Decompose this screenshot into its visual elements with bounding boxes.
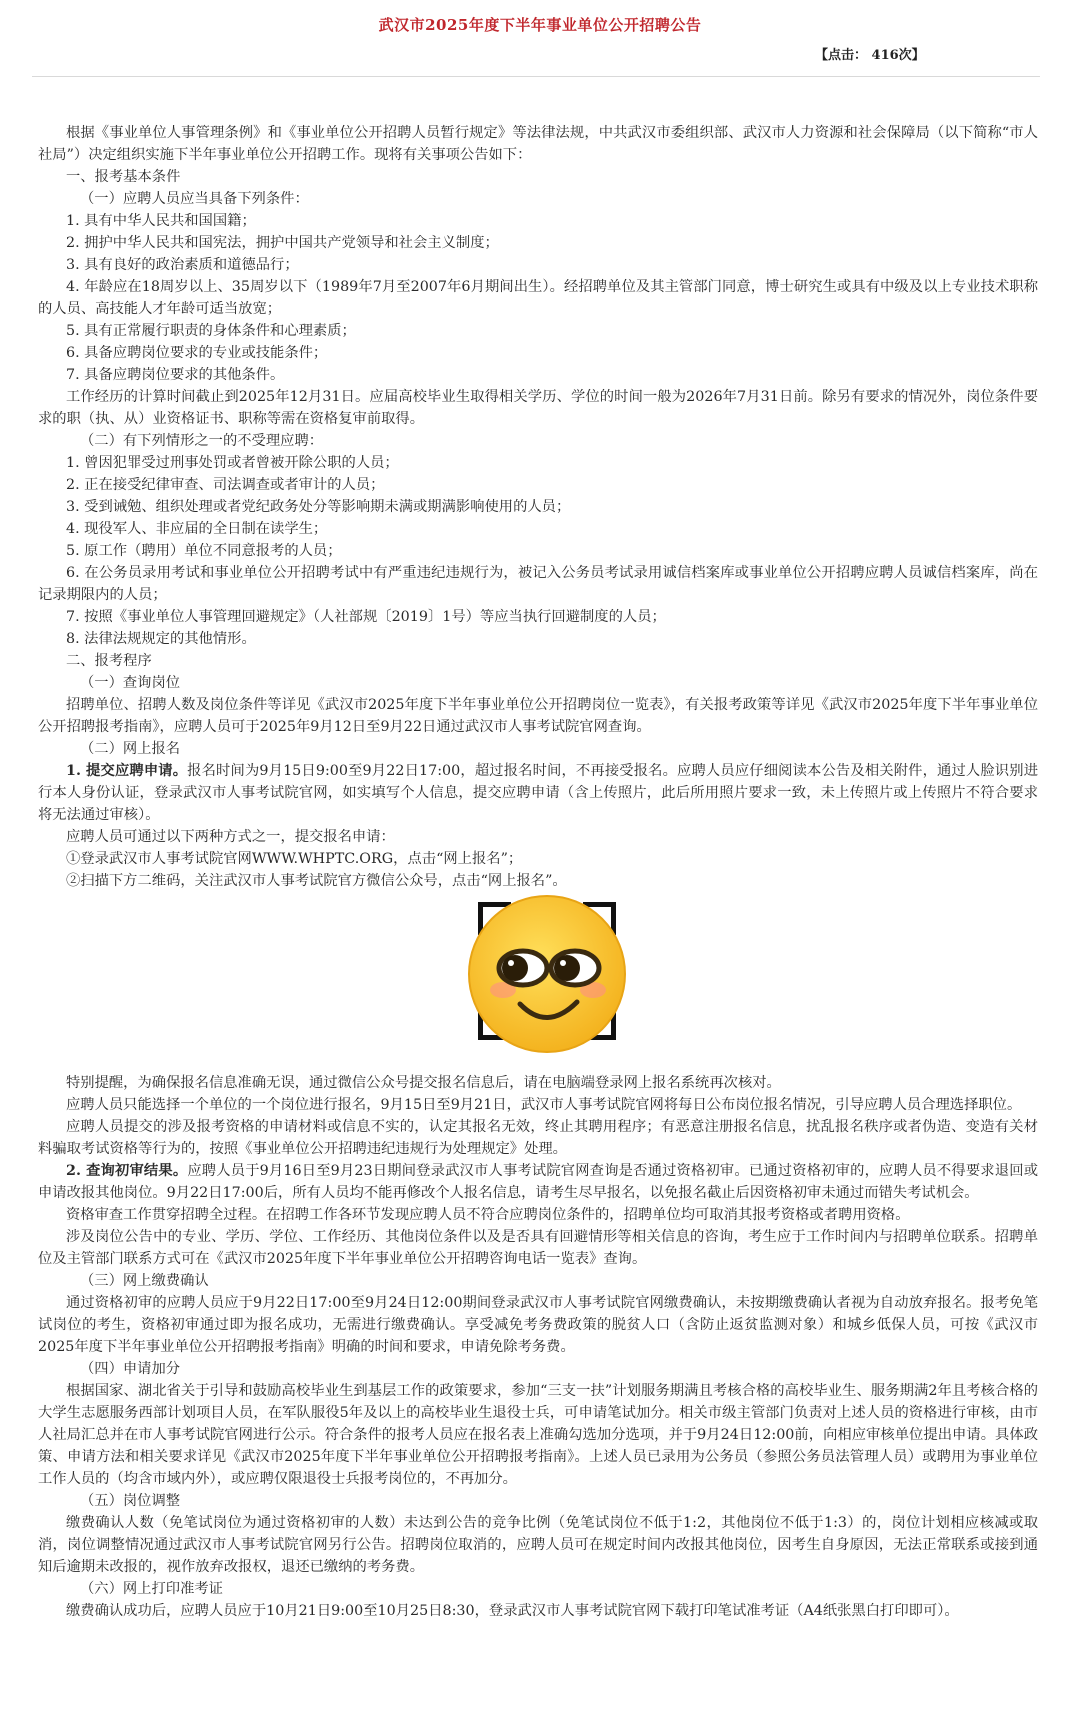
paragraph-text: 1. 曾因犯罪受过刑事处罚或者曾被开除公职的人员； xyxy=(66,455,399,471)
paragraph xyxy=(38,650,1038,672)
paragraph-text: 通过资格初审的应聘人员应于9月22日17:00至9月24日12:00期间登录武汉市人事考试院官网缴费确认，未按期缴费确认者视为自动放弃报名。报考免笔试岗位的考生，资格初审通过即为报名成功，无需进行缴费确认。享受减免考务费政策的脱贫人口（含防止返贫监测对象）和城乡低保人员，可按《武汉市2025年度下半年事业单位公开招聘报考指南》明确的时间和要求，申请免除考务费。 xyxy=(38,1295,1038,1355)
paragraph xyxy=(38,1512,1038,1578)
paragraph xyxy=(38,540,1038,562)
paragraph xyxy=(38,1116,1038,1160)
paragraph xyxy=(38,562,1038,606)
paragraph-text: （一）查询岗位 xyxy=(80,675,181,691)
paragraph xyxy=(38,1380,1038,1490)
paragraph xyxy=(38,1358,1038,1380)
paragraph xyxy=(38,430,1038,452)
paragraph xyxy=(38,188,1038,210)
announcement-body xyxy=(38,122,1038,1622)
body-section-bottom xyxy=(38,1072,1038,1622)
paragraph-text: （五）岗位调整 xyxy=(80,1493,181,1509)
paragraph xyxy=(38,122,1038,166)
paragraph xyxy=(38,210,1038,232)
paragraph xyxy=(38,1226,1038,1270)
paragraph xyxy=(38,672,1038,694)
paragraph xyxy=(38,760,1038,826)
paragraph xyxy=(38,1094,1038,1116)
paragraph xyxy=(38,848,1038,870)
paragraph xyxy=(38,826,1038,848)
paragraph xyxy=(38,1204,1038,1226)
paragraph xyxy=(38,166,1038,188)
paragraph-text: 8. 法律法规规定的其他情形。 xyxy=(66,631,256,647)
paragraph-text: 5. 具有正常履行职责的身体条件和心理素质； xyxy=(66,323,356,339)
paragraph xyxy=(38,694,1038,738)
body-section-top xyxy=(38,122,1038,892)
paragraph xyxy=(38,628,1038,650)
paragraph-text: ①登录武汉市人事考试院官网WWW.WHPTC.ORG，点击“网上报名”； xyxy=(66,851,523,867)
smirk-face-emoji-sticker xyxy=(465,892,630,1057)
paragraph-text: （二）有下列情形之一的不受理应聘： xyxy=(80,433,324,449)
paragraph xyxy=(38,1490,1038,1512)
paragraph-text: （四）申请加分 xyxy=(80,1361,181,1377)
paragraph-text: 5. 原工作（聘用）单位不同意报考的人员； xyxy=(66,543,342,559)
paragraph-text: 根据《事业单位人事管理条例》和《事业单位公开招聘人员暂行规定》等法律法规，中共武汉市委组织部、武汉市人力资源和社会保障局（以下简称“市人社局”）决定组织实施下半年事业单位公开招聘工作。现将有关事项公告如下： xyxy=(38,125,1038,163)
header-divider xyxy=(32,76,1040,77)
paragraph xyxy=(38,342,1038,364)
paragraph-text: 资格审查工作贯穿招聘全过程。在招聘工作各环节发现应聘人员不符合应聘岗位条件的，招聘单位均可取消其报考资格或者聘用资格。 xyxy=(66,1207,910,1223)
paragraph xyxy=(38,320,1038,342)
paragraph-text: 3. 具有良好的政治素质和道德品行； xyxy=(66,257,299,273)
paragraph-text: 根据国家、湖北省关于引导和鼓励高校毕业生到基层工作的政策要求，参加“三支一扶”计划服务期满且考核合格的高校毕业生、服务期满2年且考核合格的大学生志愿服务西部计划项目人员，在军队服役5年及以上的高校毕业生退役士兵，可申请笔试加分。相关市级主管部门负责对上述人员的资格进行审核，由市人社局汇总并在市人事考试院官网进行公示。符合条件的报考人员应在报名表上准确勾选加分选项，并于9月24日12:00前，向相应审核单位提出申请。具体政策、申请方法和相关要求详见《武汉市2025年度下半年事业单位公开招聘报考指南》。上述人员已录用为公务员（参照公务员法管理人员）或聘用为事业单位工作人员的（均含市域内外），或应聘仅限退役士兵报考岗位的，不再加分。 xyxy=(38,1383,1038,1487)
paragraph-text: 二、报考程序 xyxy=(66,653,152,669)
paragraph-text: （二）网上报名 xyxy=(80,741,181,757)
paragraph-text: （三）网上缴费确认 xyxy=(80,1273,209,1289)
paragraph-bold-lead: 1. 提交应聘申请。 xyxy=(66,763,188,779)
paragraph xyxy=(38,386,1038,430)
paragraph xyxy=(38,606,1038,628)
paragraph-text: 一、报考基本条件 xyxy=(66,169,181,185)
paragraph-text: 应聘人员只能选择一个单位的一个岗位进行报名，9月15日至9月21日，武汉市人事考试院官网将每日公布岗位报名情况，引导应聘人员合理选择职位。 xyxy=(66,1097,1022,1113)
paragraph xyxy=(38,254,1038,276)
paragraph-text: 应聘人员提交的涉及报考资格的申请材料或信息不实的，认定其报名无效，终止其聘用程序；有恶意注册报名信息，扰乱报名秩序或者伪造、变造有关材料骗取考试资格等行为的，按照《事业单位公开招聘违纪违规行为处理规定》处理。 xyxy=(38,1119,1038,1157)
paragraph-text: 特别提醒，为确保报名信息准确无误，通过微信公众号提交报名信息后，请在电脑端登录网上报名系统再次核对。 xyxy=(66,1075,781,1091)
paragraph-text: 报名时间为9月15日9:00至9月22日17:00，超过报名时间，不再接受报名。应聘人员应仔细阅读本公告及相关附件，通过人脸识别进行本人身份认证，登录武汉市人事考试院官网，如实填写个人信息，提交应聘申请（含上传照片，此后所用照片要求一致，未上传照片或上传照片不符合要求将无法通过审核）。 xyxy=(38,763,1038,823)
paragraph-text: 3. 受到诫勉、组织处理或者党纪政务处分等影响期未满或期满影响使用的人员； xyxy=(66,499,571,515)
paragraph xyxy=(38,1292,1038,1358)
paragraph-text: （一）应聘人员应当具备下列条件： xyxy=(80,191,309,207)
paragraph-bold-lead: 2. 查询初审结果。 xyxy=(66,1163,188,1179)
paragraph xyxy=(38,738,1038,760)
paragraph-text: 应聘人员于9月16日至9月23日期间登录武汉市人事考试院官网查询是否通过资格初审。已通过资格初审的，应聘人员不得要求退回或申请改报其他岗位。9月22日17:00后，所有人员均不能再修改个人报名信息，请考生尽早报名，以免报名截止后因资格初审未通过而错失考试机会。 xyxy=(38,1163,1038,1201)
paragraph-text: ②扫描下方二维码，关注武汉市人事考试院官方微信公众号，点击“网上报名”。 xyxy=(66,873,567,889)
paragraph xyxy=(38,452,1038,474)
paragraph xyxy=(38,232,1038,254)
announcement-title: 武汉市2025年度下半年事业单位公开招聘公告 xyxy=(378,16,702,34)
paragraph-text: 7. 按照《事业单位人事管理回避规定》（人社部规〔2019〕1号）等应当执行回避制度的人员； xyxy=(66,609,666,625)
paragraph-text: 涉及岗位公告中的专业、学历、学位、工作经历、其他岗位条件以及是否具有回避情形等相关信息的咨询，考生应于工作时间内与招聘单位联系。招聘单位及主管部门联系方式可在《武汉市2025年度下半年事业单位公开招聘咨询电话一览表》查询。 xyxy=(38,1229,1038,1267)
paragraph-text: 7. 具备应聘岗位要求的其他条件。 xyxy=(66,367,285,383)
paragraph-text: 6. 在公务员录用考试和事业单位公开招聘考试中有严重违纪违规行为，被记入公务员考试录用诚信档案库或事业单位公开招聘应聘人员诚信档案库，尚在记录期限内的人员； xyxy=(38,565,1038,603)
paragraph-text: 工作经历的计算时间截止到2025年12月31日。应届高校毕业生取得相关学历、学位的时间一般为2026年7月31日前。除另有要求的情况外，岗位条件要求的职（执、从）业资格证书、职称等需在资格复审前取得。 xyxy=(38,389,1038,427)
click-count: 【点击： 416次】 xyxy=(815,48,925,63)
paragraph-text: 缴费确认人数（免笔试岗位为通过资格初审的人数）未达到公告的竞争比例（免笔试岗位不低于1:2，其他岗位不低于1:3）的，岗位计划相应核减或取消，岗位调整情况通过武汉市人事考试院官网另行公告。招聘岗位取消的，应聘人员可在规定时间内改报其他岗位，因考生自身原因，无法正常联系或接到通知后逾期未改报的，视作放弃改报权，退还已缴纳的考务费。 xyxy=(38,1515,1038,1575)
paragraph-text: 4. 现役军人、非应届的全日制在读学生； xyxy=(66,521,328,537)
paragraph-text: 4. 年龄应在18周岁以上、35周岁以下（1989年7月至2007年6月期间出生）。经招聘单位及其主管部门同意，博士研究生或具有中级及以上专业技术职称的人员、高技能人才年龄可适当放宽； xyxy=(38,279,1038,317)
paragraph-text: 6. 具备应聘岗位要求的专业或技能条件； xyxy=(66,345,328,361)
paragraph-text: 应聘人员可通过以下两种方式之一，提交报名申请： xyxy=(66,829,395,845)
paragraph-text: 2. 拥护中华人民共和国宪法，拥护中国共产党领导和社会主义制度； xyxy=(66,235,499,251)
paragraph xyxy=(38,870,1038,892)
paragraph xyxy=(38,1270,1038,1292)
paragraph xyxy=(38,496,1038,518)
paragraph xyxy=(38,518,1038,540)
paragraph xyxy=(38,474,1038,496)
paragraph xyxy=(38,276,1038,320)
qr-code-area xyxy=(38,892,1038,1072)
paragraph xyxy=(38,1160,1038,1204)
paragraph-text: 2. 正在接受纪律审查、司法调查或者审计的人员； xyxy=(66,477,385,493)
paragraph xyxy=(38,1072,1038,1094)
paragraph-text: 缴费确认成功后，应聘人员应于10月21日9:00至10月25日8:30，登录武汉市人事考试院官网下载打印笔试准考证（A4纸张黑白打印即可）。 xyxy=(66,1603,959,1619)
paragraph-text: 1. 具有中华人民共和国国籍； xyxy=(66,213,256,229)
paragraph xyxy=(38,1600,1038,1622)
paragraph-text: （六）网上打印准考证 xyxy=(80,1581,223,1597)
paragraph xyxy=(38,1578,1038,1600)
paragraph-text: 招聘单位、招聘人数及岗位条件等详见《武汉市2025年度下半年事业单位公开招聘岗位一览表》，有关报考政策等详见《武汉市2025年度下半年事业单位公开招聘报考指南》，应聘人员可于2025年9月12日至9月22日通过武汉市人事考试院官网查询。 xyxy=(38,697,1038,735)
paragraph xyxy=(38,364,1038,386)
